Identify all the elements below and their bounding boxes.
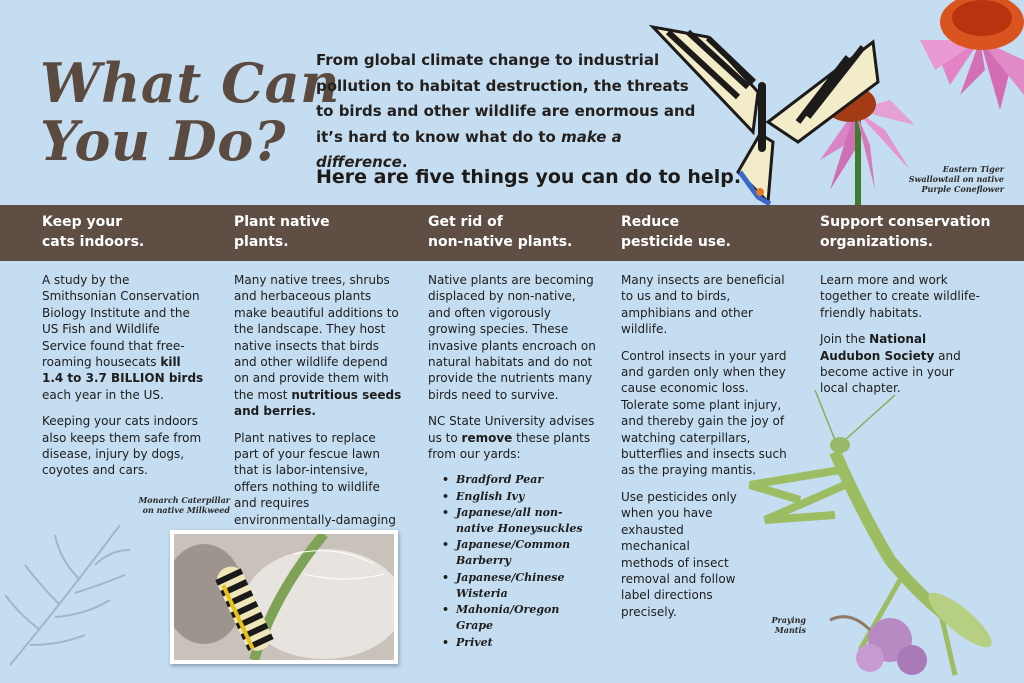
list-item: • Japanese/all non-native Honeysuckles xyxy=(442,505,598,537)
mantis-flower xyxy=(830,617,927,675)
heading-native-plants xyxy=(234,212,330,252)
column-conservation xyxy=(820,272,984,407)
paragraph: Many insects are beneficial to us and to birds, amphibians and other wildlife. xyxy=(621,273,785,337)
paragraph: Keeping your cats indoors also keeps them safe from disease, injury by dogs, coyotes and cars. xyxy=(42,414,202,478)
column-non-native xyxy=(428,272,598,651)
intro-end: . xyxy=(401,153,408,171)
caption-line: Purple Coneflower xyxy=(921,184,1004,194)
caption-line: Mantis xyxy=(774,625,806,635)
heading-line: plants. xyxy=(234,234,289,250)
caption-line: Praying xyxy=(771,615,806,625)
caption-line: Swallowtail on native xyxy=(908,174,1004,184)
swallowtail-caption xyxy=(892,164,1004,194)
text: each year in the US. xyxy=(42,387,164,402)
heading-line: cats indoors. xyxy=(42,234,145,250)
caterpillar-photo xyxy=(170,530,398,664)
milkweed-sprig-illustration xyxy=(0,505,140,675)
bold-text: kill 1.4 to 3.7 BILLION birds xyxy=(42,355,204,386)
list-item: • Privet xyxy=(442,635,598,651)
text: these plants from our yards: xyxy=(428,430,591,462)
heading-line: Support conservation xyxy=(820,214,991,230)
caterpillar-caption xyxy=(108,495,230,515)
title-line-1: What Can xyxy=(40,51,340,115)
list-item: • Japanese/Common Barberry xyxy=(442,537,598,569)
heading-cats xyxy=(42,212,144,252)
paragraph: Control insects in your yard and garden only when they cause economic loss. Tolerate some plant injury, and thereby gain the joy of watching caterpillars, butterflies and insects such as the praying mantis. xyxy=(621,348,787,478)
heading-line: Get rid of xyxy=(428,214,503,230)
intro-text: From global climate change to industrial pollution to habitat destruction, the threats to birds and other wildlife are enormous and it’s hard to know what do to xyxy=(316,51,696,146)
heading-pesticide xyxy=(621,212,731,252)
list-item: • Mahonia/Oregon Grape xyxy=(442,602,598,634)
column-cats xyxy=(42,272,206,489)
list-item: • Bradford Pear xyxy=(442,472,598,488)
caption-line: Monarch Caterpillar xyxy=(138,495,230,505)
heading-non-native xyxy=(428,212,572,252)
text: A study by the Smithsonian Conservation Biology Institute and the US Fish and Wildlife Service found that free-roaming housecats xyxy=(42,273,200,370)
bold-text: remove xyxy=(461,430,513,445)
heading-line: organizations. xyxy=(820,234,934,250)
bold-text: National Audubon Society xyxy=(820,332,935,363)
mantis-caption xyxy=(750,615,806,635)
list-item: • English Ivy xyxy=(442,489,598,505)
tagline: Here are five things you can do to help. xyxy=(316,166,742,188)
paragraph xyxy=(42,272,206,403)
heading-conservation xyxy=(820,212,990,252)
caption-line: on native Milkweed xyxy=(142,505,230,515)
bold-text: nutritious seeds and berries. xyxy=(234,387,402,419)
title-line-2: You Do? xyxy=(40,109,286,173)
monarch-caterpillar-image xyxy=(174,534,394,660)
intro-emphasis: make a difference xyxy=(316,127,622,171)
heading-line: Plant native xyxy=(234,214,330,230)
page-title xyxy=(40,51,340,173)
invasive-plant-list xyxy=(428,472,598,650)
paragraph: Use pesticides only when you have exhausted mechanical methods of insect removal and follow label directions precisely. xyxy=(621,489,737,619)
text: Many native trees, shrubs and herbaceous plants make beautiful additions to the landscape. They host native insects that birds and other wildlife depend on and provide them with the most xyxy=(234,273,399,402)
heading-line: non-native plants. xyxy=(428,234,573,250)
list-item: • Japanese/Chinese Wisteria xyxy=(442,570,598,602)
paragraph xyxy=(820,331,984,397)
text: Join the xyxy=(820,332,870,347)
paragraph: Plant natives to replace part of your fescue lawn that is labor-intensive, offers nothing to wildlife and requires environmentally-damaging xyxy=(234,430,396,527)
heading-line: Reduce xyxy=(621,214,680,230)
column-native-plants xyxy=(234,272,404,555)
coneflower-large xyxy=(920,0,1024,110)
paragraph xyxy=(428,413,598,462)
heading-line: Keep your xyxy=(42,214,123,230)
paragraph xyxy=(234,272,404,420)
text: NC State University advises us to xyxy=(428,414,595,445)
mantis-illustration xyxy=(740,390,1024,680)
paragraph: Native plants are becoming displaced by non-native, and often vigorously growing species. These invasive plants encroach on natural habitats and do not provide the nutrients many birds need to survive. xyxy=(428,273,596,402)
text: and become active in your local chapter. xyxy=(820,348,961,396)
caption-line: Eastern Tiger xyxy=(942,164,1004,174)
intro-paragraph xyxy=(316,48,696,176)
paragraph: Learn more and work together to create wildlife-friendly habitats. xyxy=(820,273,980,320)
heading-line: pesticide use. xyxy=(621,234,731,250)
